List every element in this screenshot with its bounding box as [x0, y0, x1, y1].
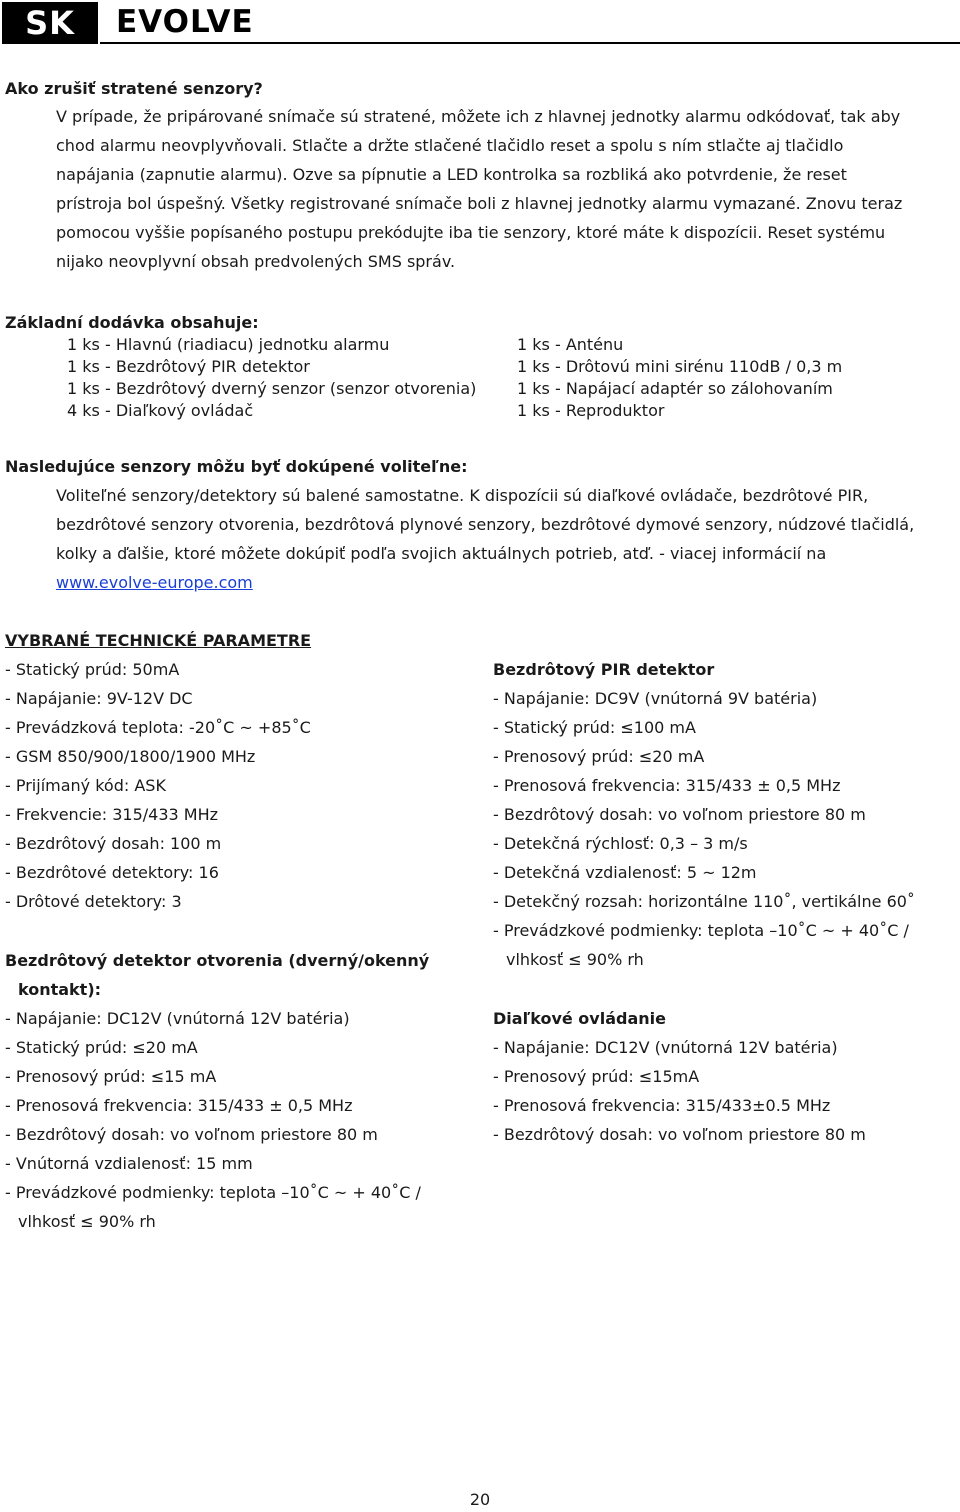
package-item: 1 ks - Napájací adaptér so zálohovaním — [517, 379, 833, 398]
spec-item: - Prevádzková teplota: -20˚C ~ +85˚C — [5, 718, 311, 737]
spec-item: - Detekčná vzdialenosť: 5 ~ 12m — [493, 863, 757, 882]
paragraph-line: V prípade, že pripárované snímače sú stratené, môžete ich z hlavnej jednotky alarmu odkódovať, tak aby — [56, 107, 901, 126]
spec-item: - GSM 850/900/1800/1900 MHz — [5, 747, 256, 766]
paragraph-line: bezdrôtové senzory otvorenia, bezdrôtová plynové senzory, bezdrôtové dymové senzory, núdzové tlačidlá, — [56, 515, 915, 534]
spec-item: - Prevádzkové podmienky: teplota –10˚C ~ + 40˚C / — [5, 1183, 421, 1202]
spec-item: - Prenosový prúd: ≤20 mA — [493, 747, 705, 766]
spec-item: - Bezdrôtový dosah: 100 m — [5, 834, 222, 853]
spec-item: - Napájanie: DC9V (vnútorná 9V batéria) — [493, 689, 818, 708]
brand-logo: EVOLVE — [116, 4, 254, 40]
spec-item: - Vnútorná vzdialenosť: 15 mm — [5, 1154, 253, 1173]
spec-item: - Statický prúd: ≤100 mA — [493, 718, 696, 737]
paragraph-line: napájania (zapnutie alarmu). Ozve sa pípnutie a LED kontrolka sa rozbliká ako potvrdenie, že reset — [56, 165, 847, 184]
paragraph-line: nijako neovplyvní obsah predvolených SMS správ. — [56, 252, 456, 271]
spec-item-cont: vlhkosť ≤ 90% rh — [18, 1212, 156, 1231]
spec-item: - Statický prúd: 50mA — [5, 660, 180, 679]
tech-heading: VYBRANÉ TECHNICKÉ PARAMETRE — [5, 631, 312, 650]
website-link[interactable]: www.evolve-europe.com — [56, 573, 253, 592]
spec-item: - Prenosový prúd: ≤15 mA — [5, 1067, 217, 1086]
spec-item: - Bezdrôtové detektory: 16 — [5, 863, 219, 882]
optional-paragraph — [56, 481, 914, 597]
package-list-left — [67, 334, 476, 422]
package-list-right — [517, 334, 842, 422]
remote-control-heading: Diaľkové ovládanie — [493, 1009, 666, 1028]
spec-item: - Napájanie: DC12V (vnútorná 12V batéria) — [493, 1038, 838, 1057]
spec-item: - Prijímaný kód: ASK — [5, 776, 166, 795]
spec-item: - Bezdrôtový dosah: vo voľnom priestore 80 m — [493, 1125, 866, 1144]
spec-item: - Frekvencie: 315/433 MHz — [5, 805, 219, 824]
header-divider — [100, 42, 960, 44]
lost-sensors-paragraph — [56, 102, 902, 276]
spec-item: - Bezdrôtový dosah: vo voľnom priestore 80 m — [5, 1125, 378, 1144]
spec-item: - Drôtové detektory: 3 — [5, 892, 182, 911]
pir-detector-heading: Bezdrôtový PIR detektor — [493, 660, 715, 679]
package-item: 1 ks - Anténu — [517, 335, 624, 354]
package-item: 4 ks - Diaľkový ovládač — [67, 401, 254, 420]
spec-item: - Napájanie: 9V-12V DC — [5, 689, 193, 708]
paragraph-line: prístroja bol úspešný. Všetky registrované snímače boli z hlavnej jednotky alarmu vymazané. Znovu teraz — [56, 194, 903, 213]
lost-sensors-heading: Ako zrušiť stratené senzory? — [5, 79, 263, 98]
package-item: 1 ks - Reproduktor — [517, 401, 665, 420]
pir-detector-specs — [493, 655, 915, 974]
spec-item: - Detekčný rozsah: horizontálne 110˚, vertikálne 60˚ — [493, 892, 915, 911]
package-item: 1 ks - Hlavnú (riadiacu) jednotku alarmu — [67, 335, 390, 354]
page-header — [0, 0, 960, 48]
main-unit-specs — [5, 655, 311, 916]
spec-item: - Prenosová frekvencia: 315/433 ± 0,5 MHz — [493, 776, 841, 795]
spec-item: - Prenosový prúd: ≤15mA — [493, 1067, 700, 1086]
spec-item: - Bezdrôtový dosah: vo voľnom priestore 80 m — [493, 805, 866, 824]
paragraph-line: pomocou vyššie popísaného postupu prekódujte iba tie senzory, ktoré máte k dispozícii. Reset systému — [56, 223, 886, 242]
door-sensor-heading-cont: kontakt): — [18, 980, 102, 999]
paragraph-line: Voliteľné senzory/detektory sú balené samostatne. K dispozícii sú diaľkové ovládače, bezdrôtové PIR, — [56, 486, 869, 505]
spec-item: - Prenosová frekvencia: 315/433 ± 0,5 MHz — [5, 1096, 353, 1115]
optional-heading: Nasledujúce senzory môžu byť dokúpené voliteľne: — [5, 457, 468, 476]
door-sensor-specs — [5, 946, 429, 1236]
spec-item: - Prevádzkové podmienky: teplota –10˚C ~ + 40˚C / — [493, 921, 909, 940]
package-heading: Základní dodávka obsahuje: — [5, 313, 259, 332]
language-badge: SK — [2, 2, 98, 44]
paragraph-line: kolky a ďalšie, ktoré môžete dokúpiť podľa svojich aktuálnych potrieb, atď. - viacej informácií na — [56, 544, 827, 563]
page-number: 20 — [469, 1490, 491, 1509]
spec-item: - Detekčná rýchlosť: 0,3 – 3 m/s — [493, 834, 748, 853]
spec-item-cont: vlhkosť ≤ 90% rh — [506, 950, 644, 969]
package-item: 1 ks - Drôtovú mini sirénu 110dB / 0,3 m — [517, 357, 843, 376]
remote-control-specs — [493, 1004, 866, 1149]
package-item: 1 ks - Bezdrôtový PIR detektor — [67, 357, 310, 376]
spec-item: - Napájanie: DC12V (vnútorná 12V batéria) — [5, 1009, 350, 1028]
spec-item: - Statický prúd: ≤20 mA — [5, 1038, 198, 1057]
door-sensor-heading: Bezdrôtový detektor otvorenia (dverný/okenný — [5, 951, 430, 970]
paragraph-line: chod alarmu neovplyvňovali. Stlačte a držte stlačené tlačidlo reset a spolu s ním stlačte aj tlačidlo — [56, 136, 844, 155]
spec-item: - Prenosová frekvencia: 315/433±0.5 MHz — [493, 1096, 831, 1115]
package-item: 1 ks - Bezdrôtový dverný senzor (senzor otvorenia) — [67, 379, 477, 398]
